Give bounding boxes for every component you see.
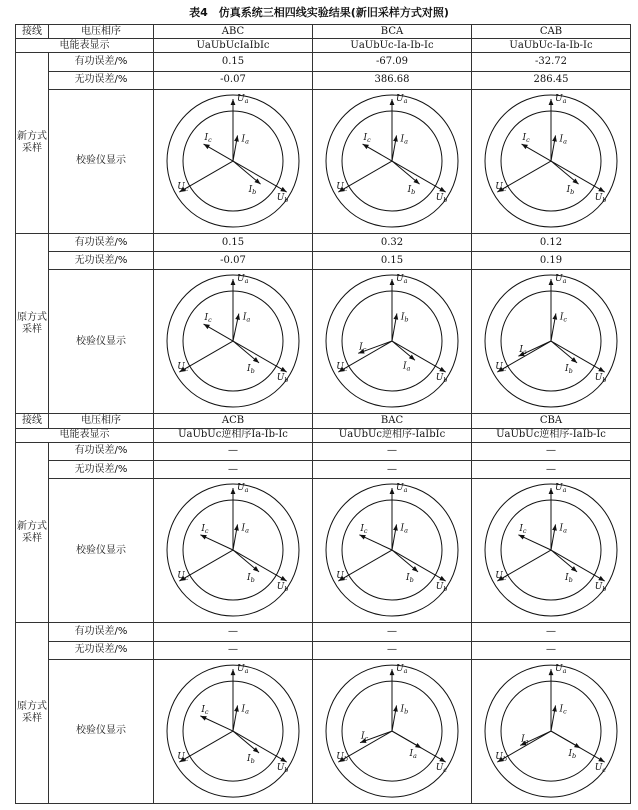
voltage-label: $U_b$ (435, 373, 448, 385)
sequence-header: 电压相序 (49, 25, 154, 39)
current-label: $I_a$ (241, 523, 249, 535)
current-label: $I_b$ (248, 185, 257, 197)
current-label: $I_c$ (519, 524, 527, 536)
current-label: $I_a$ (559, 134, 567, 146)
voltage-label: $U_a$ (555, 483, 567, 495)
meter-display-cell: UaUbUc-Ia-Ib-Ic (313, 39, 472, 53)
current-label: $I_b$ (247, 753, 255, 765)
current-phasor-head (234, 705, 239, 711)
voltage-label: $U_a$ (396, 663, 408, 675)
current-phasor-head (552, 314, 557, 320)
voltage-phasor-head (439, 757, 445, 762)
current-phasor-head (200, 716, 206, 721)
current-phasor-head (522, 144, 528, 149)
phasor-diagram-cell (154, 270, 313, 414)
current-phasor-head (393, 525, 398, 531)
active-error-cell: 0.15 (154, 53, 313, 71)
voltage-label: $U_c$ (336, 181, 348, 193)
current-label: $I_c$ (201, 704, 209, 716)
active-error-cell: -32.72 (472, 53, 631, 71)
active-error-cell: -67.09 (313, 53, 472, 71)
sequence-cell: CAB (472, 25, 631, 39)
reactive-error-cell: -0.07 (154, 71, 313, 89)
phasor-diagram (313, 270, 471, 413)
current-label: $I_a$ (241, 134, 249, 146)
active-error-label: 有功误差/% (49, 53, 154, 71)
current-phasor-head (200, 535, 206, 540)
current-label: $I_a$ (242, 313, 251, 325)
reactive-error-cell: — (313, 461, 472, 479)
voltage-phasor (233, 550, 287, 581)
active-error-cell: 0.12 (472, 233, 631, 251)
reactive-error-cell: — (154, 641, 313, 659)
sequence-cell: ABC (154, 25, 313, 39)
calibrator-label: 校验仪显示 (49, 270, 154, 414)
meter-display-cell: UaUbUcIaIbIc (154, 39, 313, 53)
reactive-error-label: 无功误差/% (49, 252, 154, 270)
phasor-diagram-cell (313, 479, 472, 623)
active-error-label: 有功误差/% (49, 623, 154, 641)
voltage-label: $U_c$ (336, 362, 348, 374)
meter-display-header: 电能表显示 (16, 39, 154, 53)
voltage-label: $U_a$ (555, 663, 567, 675)
phasor-diagram (472, 90, 630, 233)
reactive-error-label: 无功误差/% (49, 641, 154, 659)
voltage-label: $U_a$ (237, 663, 249, 675)
current-label: $I_c$ (201, 524, 209, 536)
sequence-cell: BAC (313, 414, 472, 428)
phasor-diagram-cell (472, 89, 631, 233)
phasor-diagram (313, 660, 471, 803)
current-label: $I_c$ (363, 132, 371, 144)
voltage-phasor-head (280, 187, 286, 192)
active-error-cell: — (154, 623, 313, 641)
reactive-error-cell: — (472, 641, 631, 659)
current-phasor-head (393, 135, 398, 141)
voltage-phasor-head (598, 576, 604, 581)
phasor-diagram-cell (154, 479, 313, 623)
current-phasor-head (204, 324, 210, 329)
reactive-error-cell: 0.15 (313, 252, 472, 270)
voltage-phasor-head (598, 757, 604, 762)
voltage-phasor-head (549, 279, 554, 285)
voltage-phasor (392, 161, 446, 192)
voltage-label: $U_c$ (336, 571, 348, 583)
active-error-cell: — (472, 623, 631, 641)
current-label: $I_c$ (360, 524, 368, 536)
voltage-label: $U_a$ (237, 93, 249, 105)
current-phasor-head (518, 535, 524, 540)
active-error-cell: — (472, 442, 631, 460)
phasor-diagram-cell (313, 270, 472, 414)
voltage-label: $U_a$ (555, 274, 567, 286)
voltage-phasor-head (231, 279, 236, 285)
reactive-error-cell: 386.68 (313, 71, 472, 89)
voltage-label: $U_b$ (435, 582, 448, 594)
voltage-label: $U_c$ (495, 571, 507, 583)
current-label: $I_c$ (559, 312, 568, 324)
current-phasor-head (574, 743, 580, 748)
active-error-cell: — (154, 442, 313, 460)
current-phasor-head (552, 705, 557, 711)
current-phasor-head (415, 743, 421, 748)
old-method-label: 原方式采样 (16, 623, 49, 804)
voltage-label: $U_b$ (594, 582, 607, 594)
voltage-label: $U_c$ (177, 181, 189, 193)
current-label: $I_a$ (241, 704, 249, 716)
voltage-phasor-head (231, 99, 236, 105)
voltage-phasor (233, 731, 287, 762)
voltage-phasor-head (390, 669, 395, 675)
current-label: $I_c$ (359, 342, 367, 354)
wiring-header: 接线 (16, 25, 49, 39)
current-label: $I_c$ (361, 731, 369, 743)
voltage-phasor (233, 341, 287, 372)
current-label: $I_b$ (400, 704, 409, 716)
calibrator-label: 校验仪显示 (49, 89, 154, 233)
sequence-header: 电压相序 (49, 414, 154, 428)
phasor-diagram-cell (472, 659, 631, 803)
voltage-label: $U_a$ (237, 274, 249, 286)
meter-display-cell: UaUbUc逆相序-IaIb-Ic (472, 428, 631, 442)
current-label: $I_a$ (402, 361, 411, 373)
current-label: $I_a$ (519, 345, 527, 357)
current-label: $I_b$ (247, 364, 255, 376)
reactive-error-cell: 0.19 (472, 252, 631, 270)
current-label: $I_b$ (406, 573, 414, 585)
current-phasor-head (359, 535, 365, 540)
voltage-label: $U_a$ (396, 274, 408, 286)
phasor-diagram-cell (154, 89, 313, 233)
voltage-label: $U_b$ (336, 751, 349, 763)
voltage-label: $U_b$ (276, 192, 289, 204)
voltage-phasor (392, 550, 446, 581)
phasor-diagram-cell (472, 479, 631, 623)
meter-display-cell: UaUbUc逆相序-IaIbIc (313, 428, 472, 442)
current-label: $I_b$ (565, 364, 573, 376)
current-label: $I_c$ (559, 704, 567, 716)
calibrator-label: 校验仪显示 (49, 659, 154, 803)
current-phasor-head (363, 144, 369, 149)
phasor-diagram-cell (154, 659, 313, 803)
voltage-phasor-head (549, 669, 554, 675)
current-phasor-head (235, 314, 240, 320)
current-phasor-head (234, 525, 239, 531)
voltage-phasor-head (280, 367, 286, 372)
table-title: 表4 仿真系统三相四线实验结果(新旧采样方式对照) (189, 6, 449, 19)
current-label: $I_b$ (566, 185, 575, 197)
voltage-phasor-head (231, 669, 236, 675)
old-method-label: 原方式采样 (16, 233, 49, 414)
current-phasor-head (552, 525, 557, 531)
current-label: $I_a$ (521, 734, 529, 746)
voltage-label: $U_a$ (237, 483, 249, 495)
voltage-label: $U_c$ (177, 571, 189, 583)
reactive-error-cell: — (313, 641, 472, 659)
voltage-phasor-head (598, 187, 604, 192)
current-label: $I_c$ (204, 132, 212, 144)
phasor-diagram (154, 270, 312, 413)
sequence-cell: BCA (313, 25, 472, 39)
voltage-label: $U_b$ (276, 762, 289, 774)
voltage-label: $U_c$ (177, 362, 189, 374)
phasor-diagram-cell (313, 89, 472, 233)
phasor-diagram (472, 660, 630, 803)
voltage-phasor-head (390, 488, 395, 494)
voltage-phasor (551, 161, 605, 192)
phasor-diagram-cell (472, 270, 631, 414)
current-label: $I_a$ (559, 523, 567, 535)
current-label: $I_a$ (400, 523, 408, 535)
voltage-label: $U_c$ (177, 751, 189, 763)
reactive-error-cell: 286.45 (472, 71, 631, 89)
voltage-phasor-head (598, 367, 604, 372)
voltage-label: $U_c$ (435, 762, 447, 774)
current-label: $I_b$ (400, 312, 409, 324)
phasor-diagram (154, 479, 312, 622)
current-label: $I_b$ (568, 748, 577, 760)
reactive-error-cell: — (154, 461, 313, 479)
voltage-phasor (551, 341, 605, 372)
current-label: $I_c$ (204, 313, 212, 325)
meter-display-header: 电能表显示 (16, 428, 154, 442)
voltage-label: $U_a$ (396, 483, 408, 495)
voltage-label: $U_b$ (594, 373, 607, 385)
active-error-cell: 0.32 (313, 233, 472, 251)
voltage-label: $U_a$ (555, 93, 567, 105)
wiring-header: 接线 (16, 414, 49, 428)
current-label: $I_b$ (247, 573, 255, 585)
voltage-phasor-head (439, 367, 445, 372)
voltage-label: $U_b$ (435, 192, 448, 204)
voltage-phasor-head (549, 488, 554, 494)
voltage-label: $U_a$ (396, 93, 408, 105)
voltage-label: $U_c$ (495, 362, 507, 374)
current-label: $I_c$ (522, 132, 530, 144)
new-method-label: 新方式采样 (16, 442, 49, 623)
current-label: $I_a$ (409, 748, 417, 760)
phasor-diagram (472, 479, 630, 622)
results-table (15, 24, 631, 804)
voltage-phasor-head (390, 279, 395, 285)
voltage-label: $U_b$ (594, 192, 607, 204)
voltage-phasor-head (280, 757, 286, 762)
current-label: $I_a$ (400, 134, 408, 146)
new-method-label: 新方式采样 (16, 53, 49, 234)
meter-display-cell: UaUbUc逆相序Ia-Ib-Ic (154, 428, 313, 442)
voltage-phasor-head (439, 576, 445, 581)
reactive-error-label: 无功误差/% (49, 461, 154, 479)
current-phasor-head (393, 314, 398, 320)
sequence-cell: ACB (154, 414, 313, 428)
current-label: $I_b$ (407, 185, 416, 197)
active-error-cell: — (313, 623, 472, 641)
active-error-label: 有功误差/% (49, 442, 154, 460)
voltage-label: $U_b$ (495, 751, 508, 763)
voltage-phasor (551, 550, 605, 581)
phasor-diagram (313, 90, 471, 233)
phasor-diagram (313, 479, 471, 622)
active-error-cell: — (313, 442, 472, 460)
voltage-phasor-head (280, 576, 286, 581)
voltage-label: $U_b$ (276, 582, 289, 594)
meter-display-cell: UaUbUc-Ia-Ib-Ic (472, 39, 631, 53)
voltage-label: $U_b$ (276, 373, 289, 385)
reactive-error-cell: — (472, 461, 631, 479)
current-label: $I_b$ (565, 573, 573, 585)
reactive-error-cell: -0.07 (154, 252, 313, 270)
voltage-phasor-head (390, 99, 395, 105)
phasor-diagram (154, 90, 312, 233)
voltage-phasor-head (439, 187, 445, 192)
current-phasor-head (204, 144, 210, 149)
voltage-phasor (233, 161, 287, 192)
current-phasor-head (234, 135, 239, 141)
sequence-cell: CBA (472, 414, 631, 428)
active-error-label: 有功误差/% (49, 233, 154, 251)
voltage-phasor-head (231, 488, 236, 494)
calibrator-label: 校验仪显示 (49, 479, 154, 623)
phasor-diagram (154, 660, 312, 803)
voltage-phasor (392, 341, 446, 372)
reactive-error-label: 无功误差/% (49, 71, 154, 89)
voltage-label: $U_c$ (495, 181, 507, 193)
voltage-label: $U_c$ (594, 762, 606, 774)
voltage-phasor-head (549, 99, 554, 105)
phasor-diagram-cell (313, 659, 472, 803)
active-error-cell: 0.15 (154, 233, 313, 251)
phasor-diagram (472, 270, 630, 413)
current-phasor-head (393, 705, 398, 711)
current-phasor-head (552, 135, 557, 141)
